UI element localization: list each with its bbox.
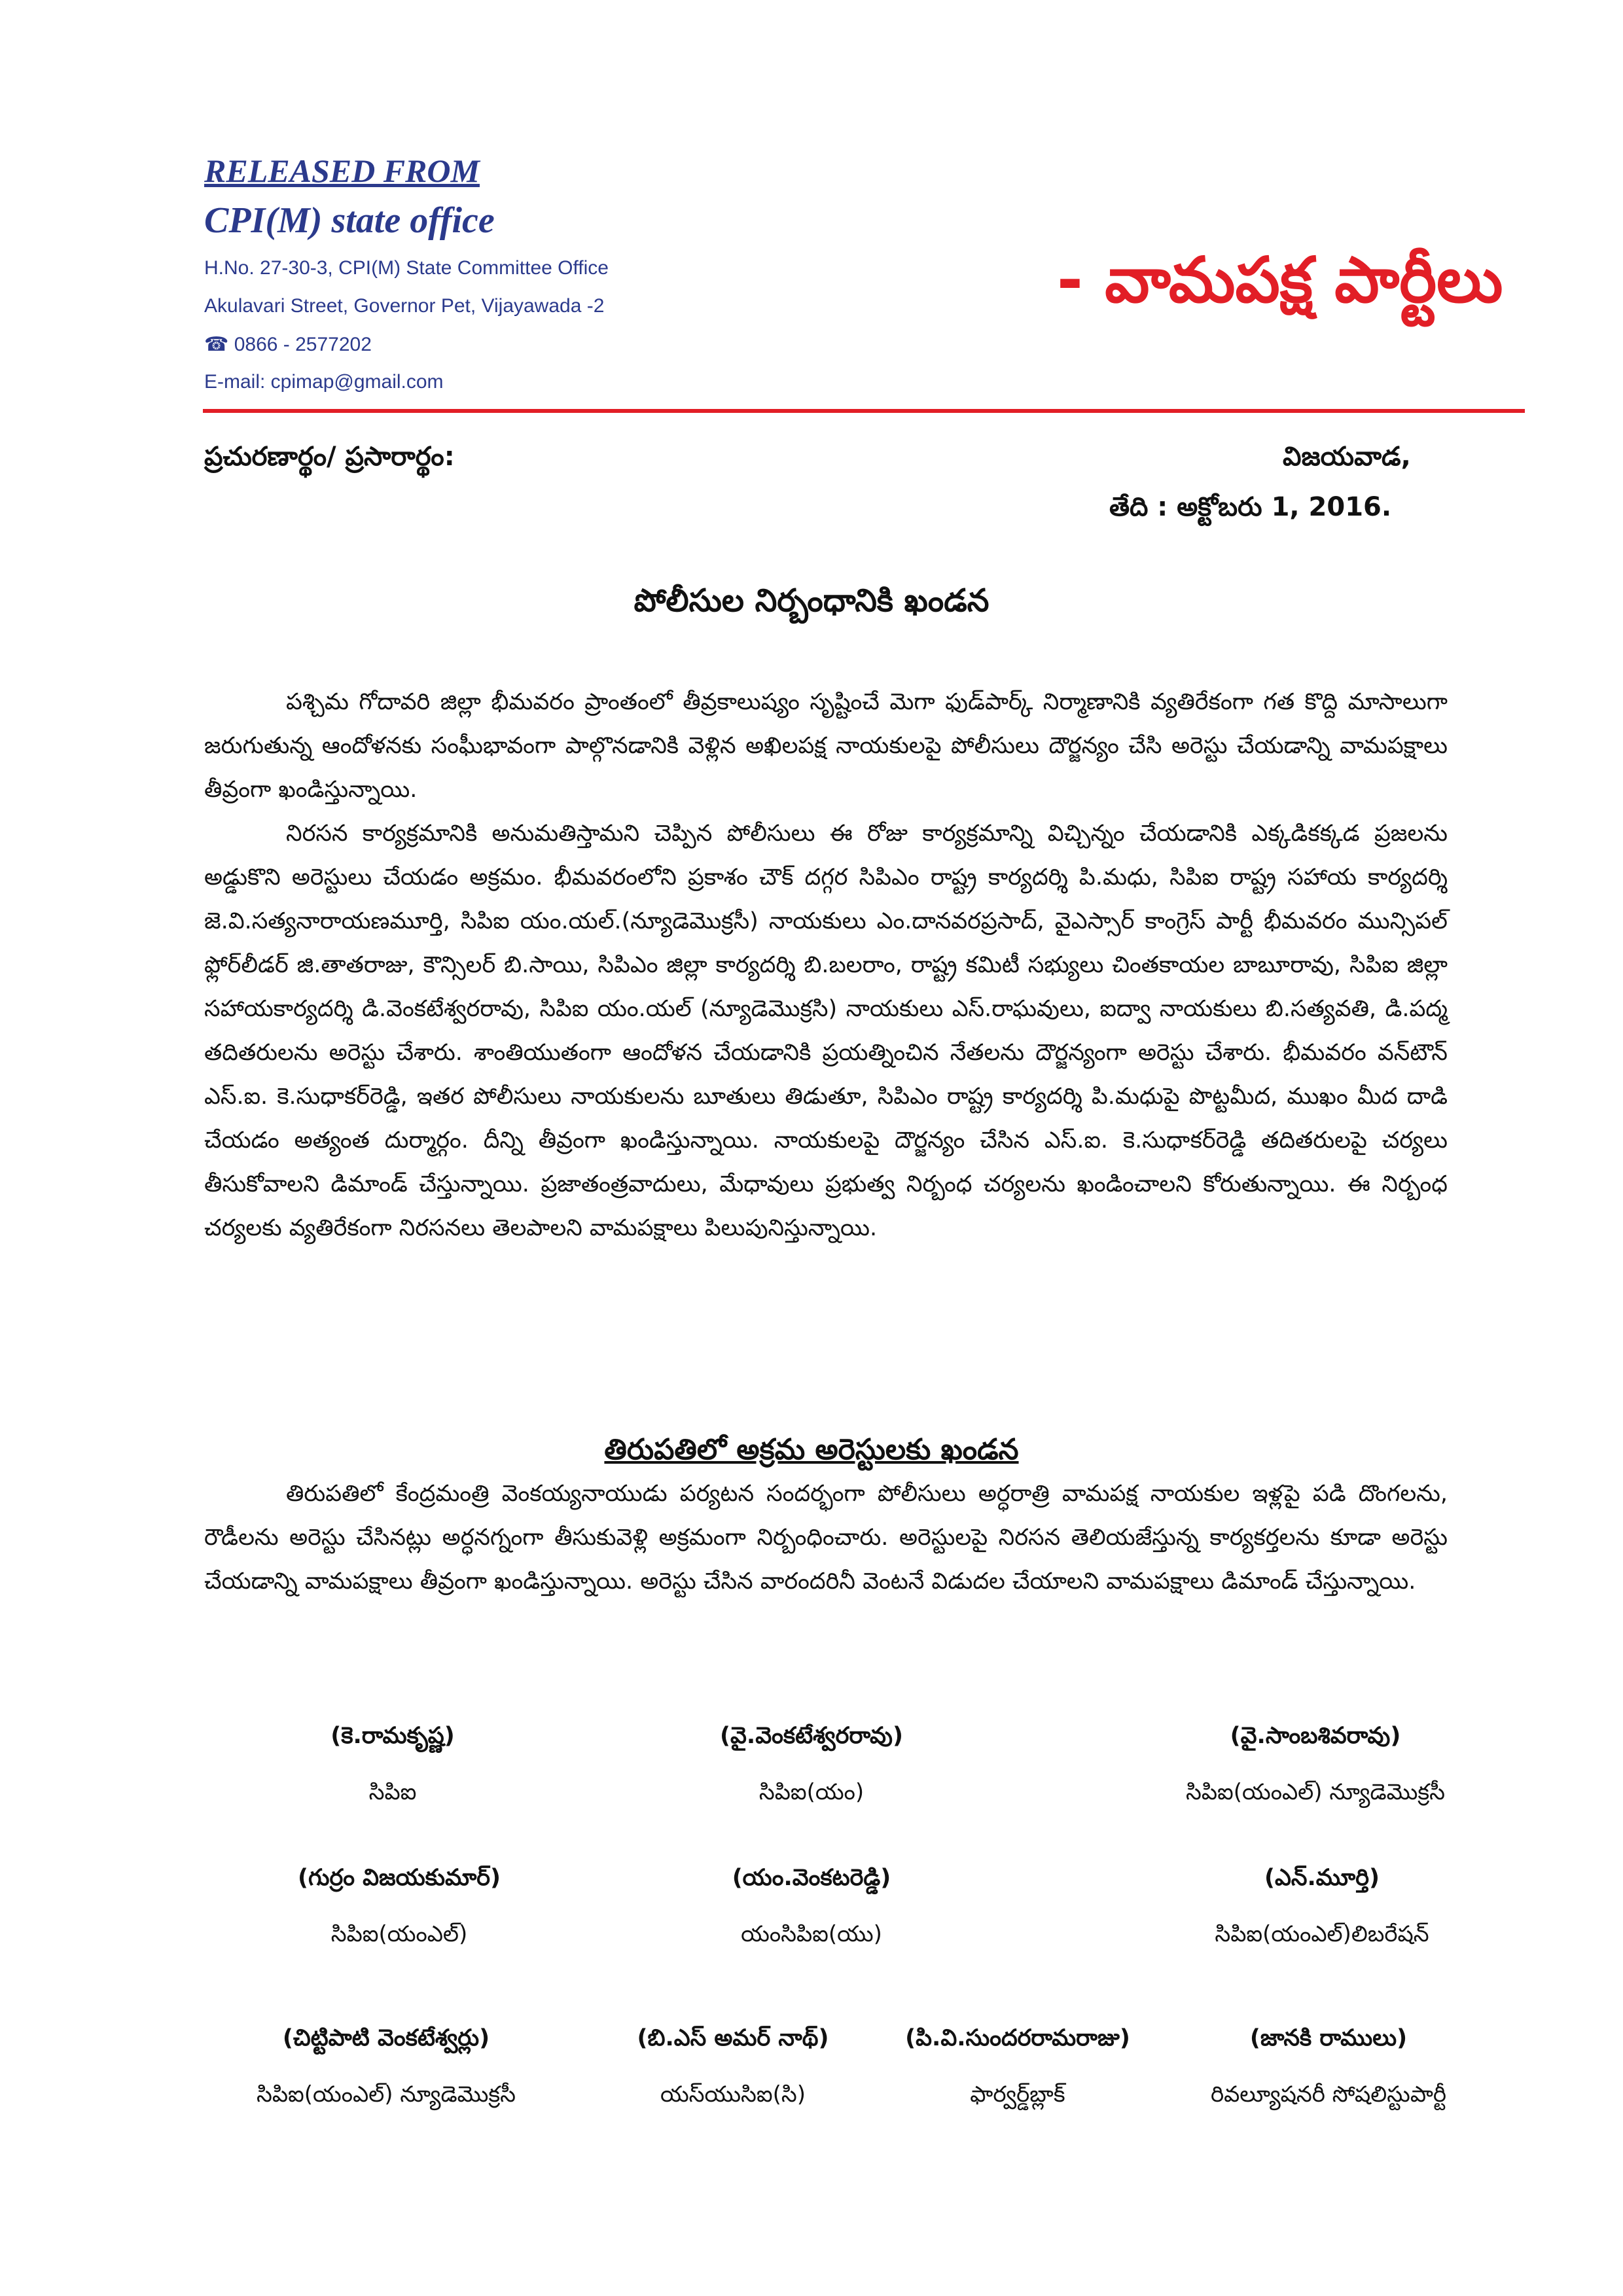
- released-from-heading: RELEASED FROM: [204, 152, 480, 189]
- publication-label: ప్రచురణార్థం/ ప్రసారార్థం:: [204, 442, 455, 472]
- signatory-party: ఫార్వర్డ్‌బ్లాక్‌: [970, 2081, 1065, 2108]
- section-1-title: పోలీసుల నిర్బంధానికి ఖండన: [633, 582, 990, 619]
- section-2-body: [204, 1472, 1448, 1604]
- signatory-7: [216, 2025, 556, 2113]
- signatory-4: [262, 1865, 537, 1952]
- signatory-1: [275, 1723, 510, 1810]
- signatory-name: (గుర్రం విజయకుమార్‌): [297, 1865, 501, 1891]
- signatory-5: [674, 1865, 949, 1952]
- signatory-party: సిపిఐ(యంఎల్‌) న్యూడెమొక్రసీ: [1185, 1779, 1445, 1805]
- signatory-name: (ఎన్‌.మూర్తి): [1264, 1865, 1380, 1891]
- signatory-party: యస్‌యుసిఐ(సి): [660, 2081, 806, 2108]
- signatory-name: (చిట్టిపాటి వెంకటేశ్వర్లు): [282, 2025, 490, 2051]
- signatory-name: (పి.వి.సుందరరామరాజు): [905, 2025, 1130, 2051]
- signatory-name: (కె.రామకృష్ణ): [330, 1723, 455, 1749]
- signatory-party: యంసిపిఐ(యు): [741, 1921, 882, 1947]
- signatory-party: సిపిఐ(యంఎల్‌)లిబరేషన్‌: [1215, 1921, 1429, 1947]
- section-1-body: [204, 680, 1448, 1250]
- section-2-paragraph-1: తిరుపతిలో కేంద్రమంత్రి వెంకయ్యనాయుడు పర్యటన సందర్భంగా పోలీసులు అర్ధరాత్రి వామపక్ష నాయకుల ఇళ్లపై పడి దొంగలను, రౌడీలను అరెస్టు చేసినట్లు అర్ధనగ్నంగా తీసుకువెళ్లి అక్రమంగా నిర్బంధించారు. అరెస్టులపై నిరసన తెలియజేస్తున్న కార్యకర్తలను కూడా అరెస్టు చేయడాన్ని వామపక్షాలు తీవ్రంగా ఖండిస్తున్నాయి. అరెస్టు చేసిన వారందరినీ వెంటనే విడుదల చేయాలని వామపక్షాలు డిమాండ్‌ చేస్తున్నాయి.: [204, 1481, 1448, 1595]
- city-label: విజయవాడ,: [1283, 442, 1411, 472]
- section-2-title-text: తిరుపతిలో అక్రమ అరెస్టులకు ఖండన: [604, 1433, 1019, 1466]
- signatory-3: [1132, 1723, 1499, 1810]
- signatory-name: (జానకి రాములు): [1249, 2025, 1408, 2051]
- signatory-8: [602, 2025, 864, 2113]
- email-address: E-mail: cpimap@gmail.com: [204, 371, 444, 393]
- signatory-name: (వై.వెంకటేశ్వరరావు): [720, 1723, 903, 1749]
- section-1-paragraph-2: నిరసన కార్యక్రమానికి అనుమతిస్తామని చెప్పిన పోలీసులు ఈ రోజు కార్యక్రమాన్ని విచ్చిన్నం చేయడానికి ఎక్కడికక్కడ ప్రజలను అడ్డుకొని అరెస్టులు చేయడం అక్రమం. భీమవరంలోని ప్రకాశం చౌక్‌ దగ్గర సిపిఎం రాష్ట్ర కార్యదర్శి పి.మధు, సిపిఐ రాష్ట్ర సహాయ కార్యదర్శి జె.వి.సత్యనారాయణమూర్తి, సిపిఐ యం.యల్‌.(న్యూడెమొక్రసీ) నాయకులు ఎం.దానవరప్రసాద్‌, వైఎస్సార్‌ కాంగ్రెస్‌ పార్టీ భీమవరం మున్సిపల్‌ ఫ్లోర్‌లీడర్‌ జి.తాతరాజు, కౌన్సిలర్‌ బి.సాయి, సిపిఎం జిల్లా కార్యదర్శి బి.బలరాం, రాష్ట్ర కమిటీ సభ్యులు చింతకాయల బాబూరావు, సిపిఐ జిల్లా సహాయకార్యదర్శి డి.వెంకటేశ్వరరావు, సిపిఐ యం.యల్‌ (న్యూడెమొక్రసి) నాయకులు ఎస్‌.రాఘవులు, ఐద్వా నాయకులు బి.సత్యవతి, డి.పద్మ తదితరులను అరెస్టు చేశారు. శాంతియుతంగా ఆందోళన చేయడానికి ప్రయత్నించిన నేతలను దౌర్జన్యంగా అరెస్టు చేశారు. భీమవరం వన్‌టౌన్‌ ఎస్‌.ఐ. కె.సుధాకర్‌రెడ్డి, ఇతర పోలీసులు నాయకులను బూతులు తిడుతూ, సిపిఎం రాష్ట్ర కార్యదర్శి పి.మధుపై పొట్టమీద, ముఖం మీద దాడి చేయడం అత్యంత దుర్మార్గం. దీన్ని తీవ్రంగా ఖండిస్తున్నాయి. నాయకులపై దౌర్జన్యం చేసిన ఎస్‌.ఐ. కె.సుధాకర్‌రెడ్డి తదితరులపై చర్యలు తీసుకోవాలని డిమాండ్‌ చేస్తున్నాయి. ప్రజాతంత్రవాదులు, మేధావులు ప్రభుత్వ నిర్బంధ చర్యలను ఖండించాలని కోరుతున్నాయి. ఈ నిర్బంధ చర్యలకు వ్యతిరేకంగా నిరసనలు తెలపాలని వామపక్షాలు పిలుపునిస్తున్నాయి.: [204, 821, 1448, 1241]
- date-label: తేది : అక్టోబరు 1, 2016.: [1109, 492, 1392, 522]
- header-divider: [203, 409, 1525, 413]
- signatory-9: [877, 2025, 1158, 2113]
- section-1-paragraph-1: పశ్చిమ గోదావరి జిల్లా భీమవరం ప్రాంతంలో తీవ్రకాలుష్యం సృష్టించే మెగా ఫుడ్‌పార్క్‌ నిర్మాణానికి వ్యతిరేకంగా గత కొద్ది మాసాలుగా జరుగుతున్న ఆందోళనకు సంఘీభావంగా పాల్గొనడానికి వెళ్లిన అఖిలపక్ష నాయకులపై పోలీసులు దౌర్జన్యం చేసి అరెస్టు చేయడాన్ని వామపక్షాలు తీవ్రంగా ఖండిస్తున్నాయి.: [204, 689, 1448, 803]
- signatory-6: [1165, 1865, 1479, 1952]
- section-2-title: [0, 1433, 1623, 1474]
- signatory-name: (బి.ఎస్‌ అమర్‌ నాథ్‌): [637, 2025, 829, 2051]
- address-line-2: Akulavari Street, Governor Pet, Vijayawada -2: [204, 295, 605, 317]
- signatory-name: (యం.వెంకటరెడ్డి): [732, 1865, 891, 1891]
- phone-number: ☎ 0866 - 2577202: [204, 334, 372, 355]
- signatory-10: [1152, 2025, 1505, 2113]
- signatory-party: సిపిఐ(యంఎల్‌) న్యూడెమొక్రసీ: [256, 2081, 516, 2108]
- signatory-2: [661, 1723, 962, 1810]
- office-name: CPI(M) state office: [204, 200, 495, 241]
- signatory-party: సిపిఐ: [368, 1779, 417, 1805]
- signatory-name: (వై.సాంబశివరావు): [1230, 1723, 1401, 1749]
- signatory-party: సిపిఐ(యంఎల్‌): [330, 1921, 468, 1947]
- signatory-party: రివల్యూషనరీ సోషలిస్టుపార్టీ: [1210, 2081, 1447, 2108]
- party-title: - వామపక్ష పార్టీలు: [1057, 243, 1503, 317]
- signatory-party: సిపిఐ(యం): [758, 1779, 865, 1805]
- address-line-1: H.No. 27-30-3, CPI(M) State Committee Office: [204, 257, 609, 279]
